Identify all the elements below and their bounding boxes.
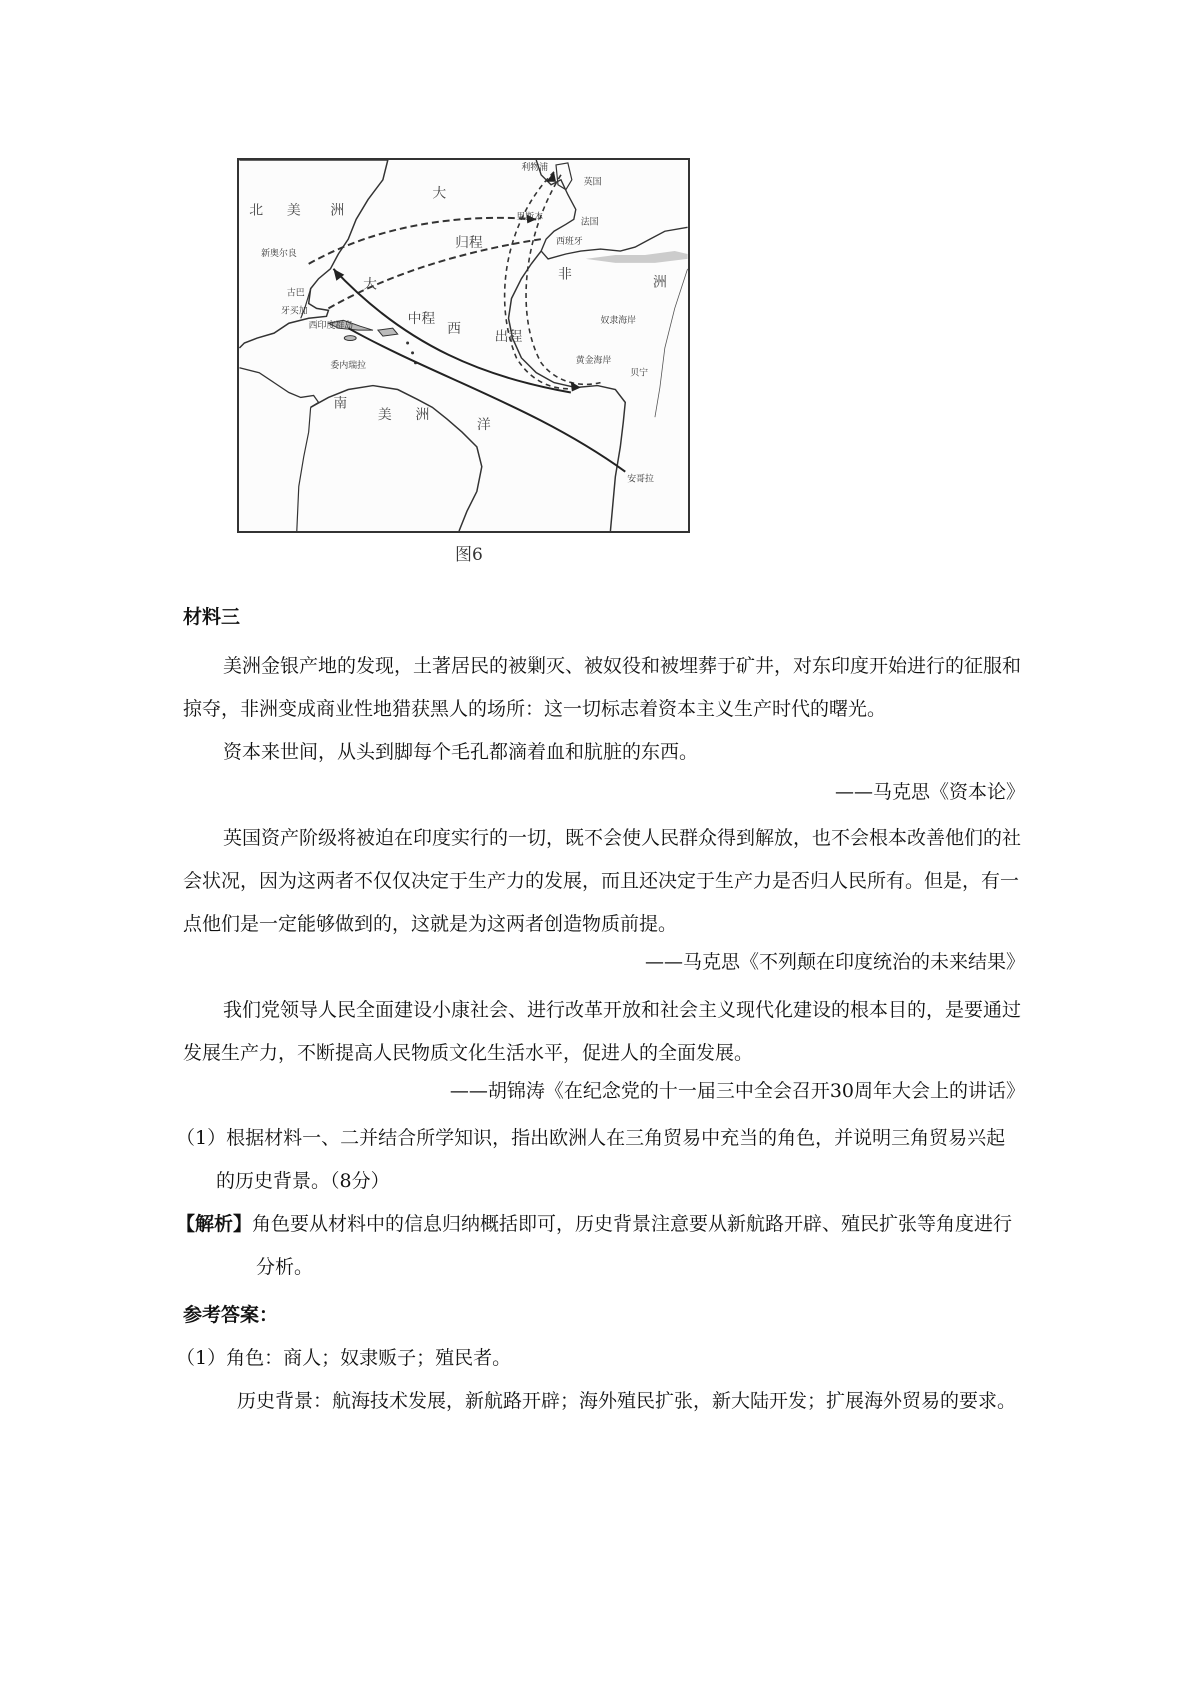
map-label-jamaica: 牙买加 <box>280 306 308 317</box>
map-label-north-america-4: 大 <box>432 185 447 202</box>
map-label-south-america-1: 南 <box>333 395 348 412</box>
material3-paragraph-4: 我们党领导人民全面建设小康社会、进行改革开放和社会主义现代化建设的根本目的，是要通过发展生产力，不断提高人民物质文化生活水平，促进人的全面发展。 <box>183 999 1022 1064</box>
map-label-west-indies: 西印度群岛 <box>308 321 354 332</box>
south-america-west <box>297 407 311 531</box>
map-label-atlantic-1: 大 <box>363 276 377 293</box>
map-label-middle-route: 中程 <box>407 311 436 328</box>
jamaica-shape <box>344 336 356 341</box>
map-label-north-america-3: 洲 <box>330 202 345 219</box>
map-label-lisbon: 里斯本 <box>516 212 544 223</box>
island-1 <box>406 342 409 345</box>
analysis-label: 【解析】 <box>176 1213 253 1235</box>
map-label-south-america-3: 洲 <box>415 407 430 424</box>
map-label-atlantic-3: 洋 <box>476 417 491 434</box>
material3-paragraph-2: 资本来世间，从头到脚每个毛孔都滴着血和肮脏的东西。 <box>223 741 699 763</box>
map-label-north-america-2: 美 <box>286 202 301 219</box>
map-label-venezuela: 委内瑞拉 <box>330 360 366 371</box>
map-svg <box>239 160 688 531</box>
map-label-slave-coast: 奴隶海岸 <box>600 316 637 327</box>
map-label-britain: 英国 <box>583 177 602 188</box>
map-label-africa-2: 洲 <box>652 274 667 291</box>
answer-background-text: 航海技术发展，新航路开辟；海外殖民扩张，新大陆开发；扩展海外贸易的要求。 <box>332 1390 1017 1412</box>
material3-source-2: ——马克思《不列颠在印度统治的未来结果》 <box>644 951 1025 973</box>
island-2 <box>411 351 414 354</box>
map-label-africa-1: 非 <box>557 266 572 283</box>
material3-paragraph-1: 美洲金银产地的发现，土著居民的被剿灭、被奴役和被埋葬于矿井，对东印度开始进行的征服和掠夺，非洲变成商业性地猎获黑人的场所：这一切标志着资本主义生产时代的曙光。 <box>183 655 1022 720</box>
map-label-benin: 贝宁 <box>630 368 648 379</box>
mediterranean-shade <box>586 251 688 263</box>
map-label-new-orleans: 新奥尔良 <box>261 248 297 259</box>
map-label-south-america-2: 美 <box>377 407 392 424</box>
map-label-outbound-route: 出程 <box>494 329 523 346</box>
answer-heading: 参考答案： <box>183 1304 279 1326</box>
map-label-atlantic-2: 西 <box>447 321 462 338</box>
map-label-liverpool: 利物浦 <box>521 162 549 173</box>
answer-background-label: 历史背景： <box>237 1390 333 1412</box>
central-america-coast <box>239 368 318 408</box>
map-label-cuba: 古巴 <box>286 288 305 299</box>
material3-source-1: ——马克思《资本论》 <box>834 781 1025 803</box>
map-label-gold-coast: 黄金海岸 <box>575 355 612 366</box>
material3-heading: 材料三 <box>183 606 241 628</box>
map-label-france: 法国 <box>580 217 599 228</box>
map-label-angola: 安哥拉 <box>627 474 654 485</box>
answer-background <box>237 1380 1023 1423</box>
answer-role-line: （1）角色：商人；奴隶贩子；殖民者。 <box>176 1347 512 1369</box>
map-label-spain: 西班牙 <box>556 237 583 248</box>
triangle-trade-map <box>237 158 690 533</box>
arrowhead-4 <box>546 172 556 182</box>
question-1: （1）根据材料一、二并结合所学知识，指出欧洲人在三角贸易中充当的角色，并说明三角贸易兴起的历史背景。（8分） <box>176 1127 1006 1192</box>
return-route-line-2 <box>328 239 541 308</box>
map-caption: 图6 <box>455 545 483 565</box>
material3-source-3: ——胡锦涛《在纪念党的十一届三中全会召开30周年大会上的讲话》 <box>449 1080 1025 1102</box>
analysis-text: 角色要从材料中的信息归纳概括即可，历史背景注意要从新航路开辟、殖民扩张等角度进行分析。 <box>252 1213 1013 1278</box>
middle-route-line-2 <box>348 328 625 471</box>
return-route-line <box>309 218 537 264</box>
map-label-north-america-1: 北 <box>249 202 264 219</box>
map-label-return-route: 归程 <box>455 235 483 252</box>
material3-paragraph-3: 英国资产阶级将被迫在印度实行的一切，既不会使人民群众得到解放，也不会根本改善他们的社会状况，因为这两者不仅仅决定于生产力的发展，而且还决定于生产力是否归人民所有。但是，有一点他们是一定能够做到的，这就是为这两者创造物质前提。 <box>183 827 1022 935</box>
analysis-block <box>176 1203 1023 1289</box>
africa-east <box>652 269 688 417</box>
hispaniola-shape <box>378 328 398 336</box>
